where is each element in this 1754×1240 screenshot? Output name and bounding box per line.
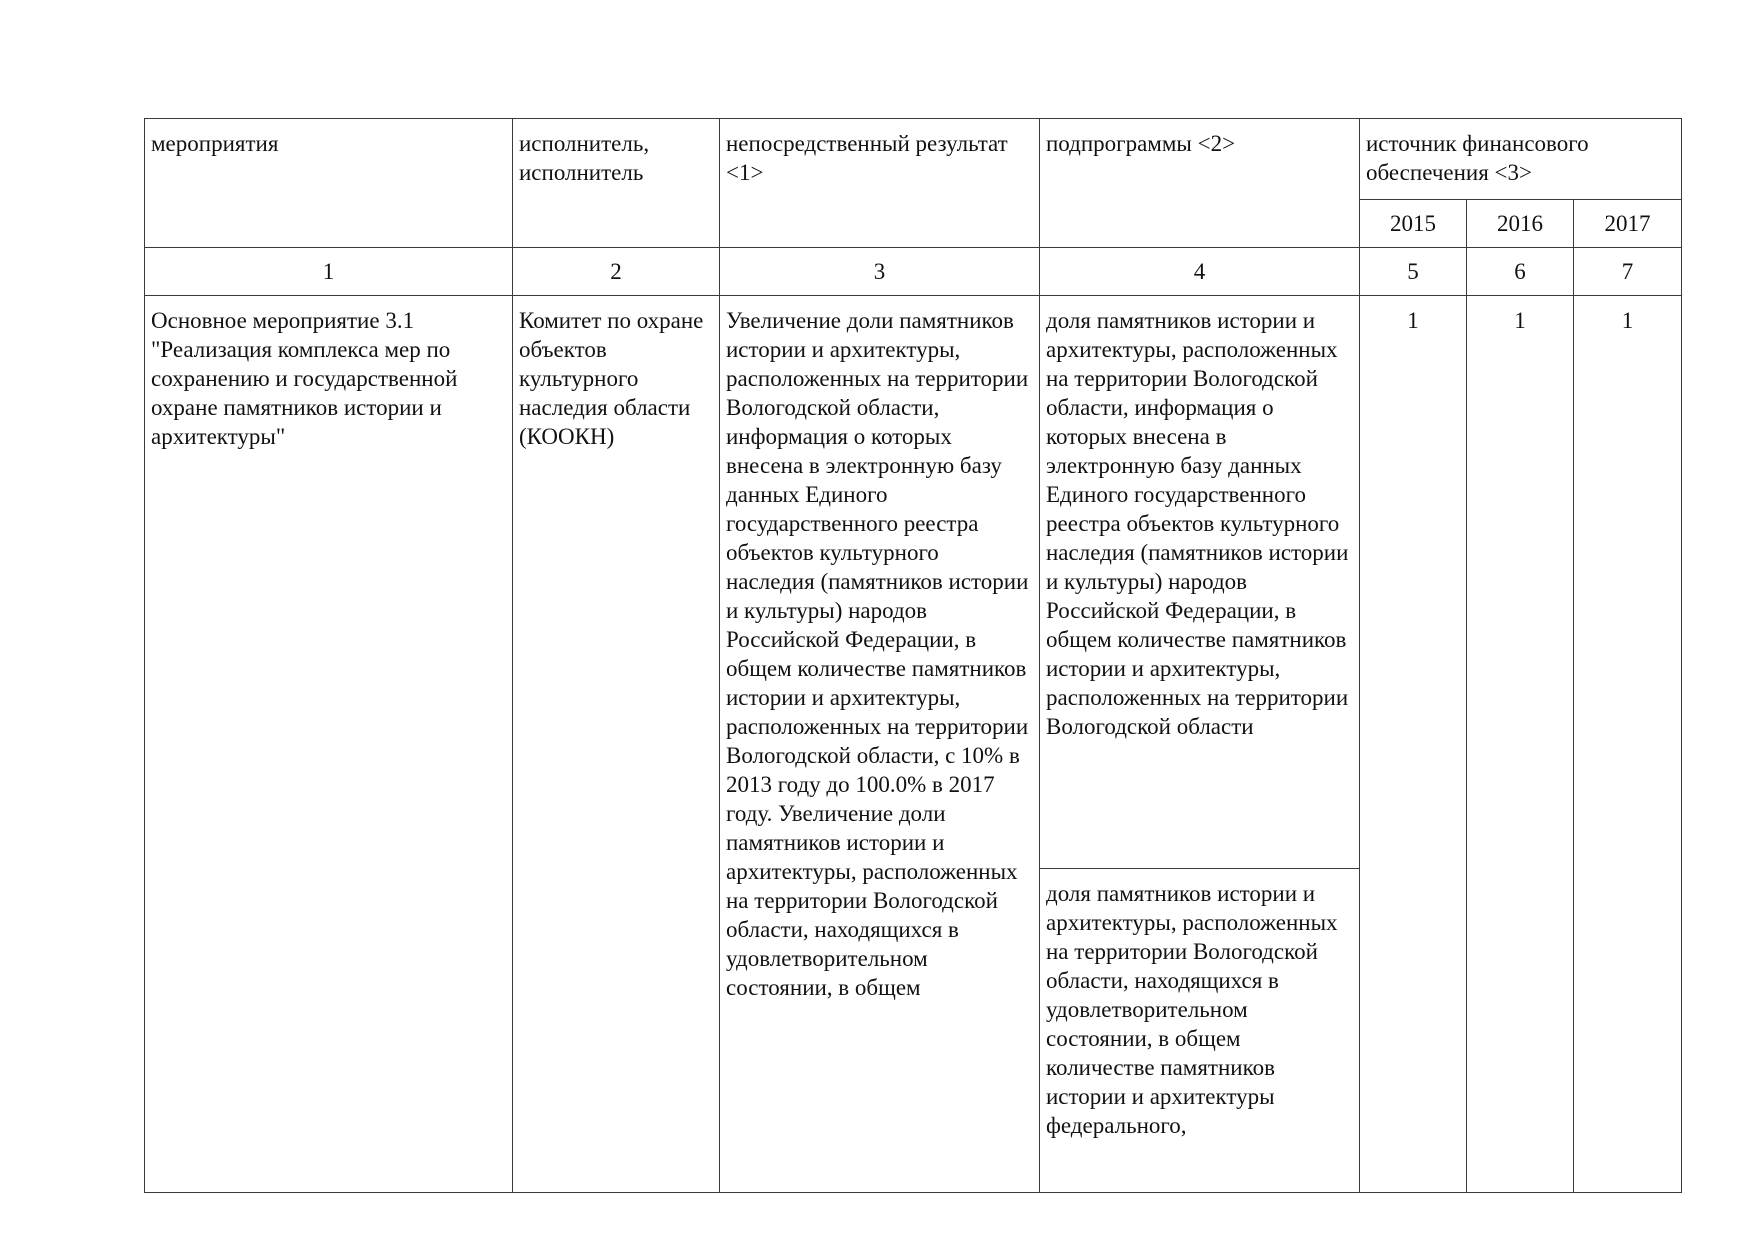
executor-cell xyxy=(513,296,720,1193)
result-text: Увеличение доли памятников истории и архитектуры, расположенных на территории Вологодской области, информация о которых внесена в электронную базу данных Единого государственного реестра объектов культурного наследия (памятников истории и культуры) народов Российской Федерации, в общем количестве памятников истории и архитектуры, расположенных на территории Вологодской области, с 10% в 2013 году до 100.0% в 2017 году. Увеличение доли памятников истории и архитектуры, расположенных на территории Вологодской области, находящихся в удовлетворительном состоянии, в общем xyxy=(726,308,1029,1000)
indicator-1-text: доля памятников истории и архитектуры, расположенных на территории Вологодской области, информация о которых внесена в электронную базу данных Единого государственного реестра объектов культурного наследия (памятников истории и культуры) народов Российской Федерации, в общем количестве памятников истории и архитектуры, расположенных на территории Вологодской области xyxy=(1046,308,1349,739)
header-cell-event xyxy=(145,119,513,248)
value-2016: 1 xyxy=(1467,296,1574,1193)
header-row xyxy=(145,119,1682,200)
indicator-2-text: доля памятников истории и архитектуры, расположенных на территории Вологодской области, находящихся в удовлетворительном состоянии, в общем количестве памятников истории и архитектуры федерального, xyxy=(1046,881,1338,1138)
column-number: 5 xyxy=(1360,248,1467,296)
header-cell-indicator xyxy=(1040,119,1360,248)
header-result-label: непосредственный результат <1> xyxy=(726,131,1008,185)
column-number: 6 xyxy=(1467,248,1574,296)
value-2017: 1 xyxy=(1574,296,1682,1193)
result-cell xyxy=(720,296,1040,1193)
column-number: 2 xyxy=(513,248,720,296)
indicator-cell-1 xyxy=(1040,296,1360,869)
header-indicator-label: подпрограммы <2> xyxy=(1046,131,1236,156)
column-number: 7 xyxy=(1574,248,1682,296)
indicator-cell-2 xyxy=(1040,869,1360,1193)
column-number: 1 xyxy=(145,248,513,296)
header-executor-label: исполнитель, исполнитель xyxy=(519,131,650,185)
event-cell xyxy=(145,296,513,1193)
executor-text: Комитет по охране объектов культурного наследия области (КООКН) xyxy=(519,308,704,449)
header-funding-label: источник финансового обеспечения <3> xyxy=(1366,131,1589,185)
header-event-label: мероприятия xyxy=(151,131,279,156)
year-2017: 2017 xyxy=(1574,200,1682,248)
value-2015: 1 xyxy=(1360,296,1467,1193)
header-cell-executor xyxy=(513,119,720,248)
column-number: 3 xyxy=(720,248,1040,296)
year-2015: 2015 xyxy=(1360,200,1467,248)
event-text: Основное мероприятие 3.1 "Реализация комплекса мер по сохранению и государственной охране памятников истории и архитектуры" xyxy=(151,308,458,449)
header-cell-result xyxy=(720,119,1040,248)
program-table xyxy=(144,118,1682,1193)
column-number: 4 xyxy=(1040,248,1360,296)
column-number-row xyxy=(145,248,1682,296)
header-cell-funding xyxy=(1360,119,1682,200)
table-row xyxy=(145,296,1682,869)
year-2016: 2016 xyxy=(1467,200,1574,248)
